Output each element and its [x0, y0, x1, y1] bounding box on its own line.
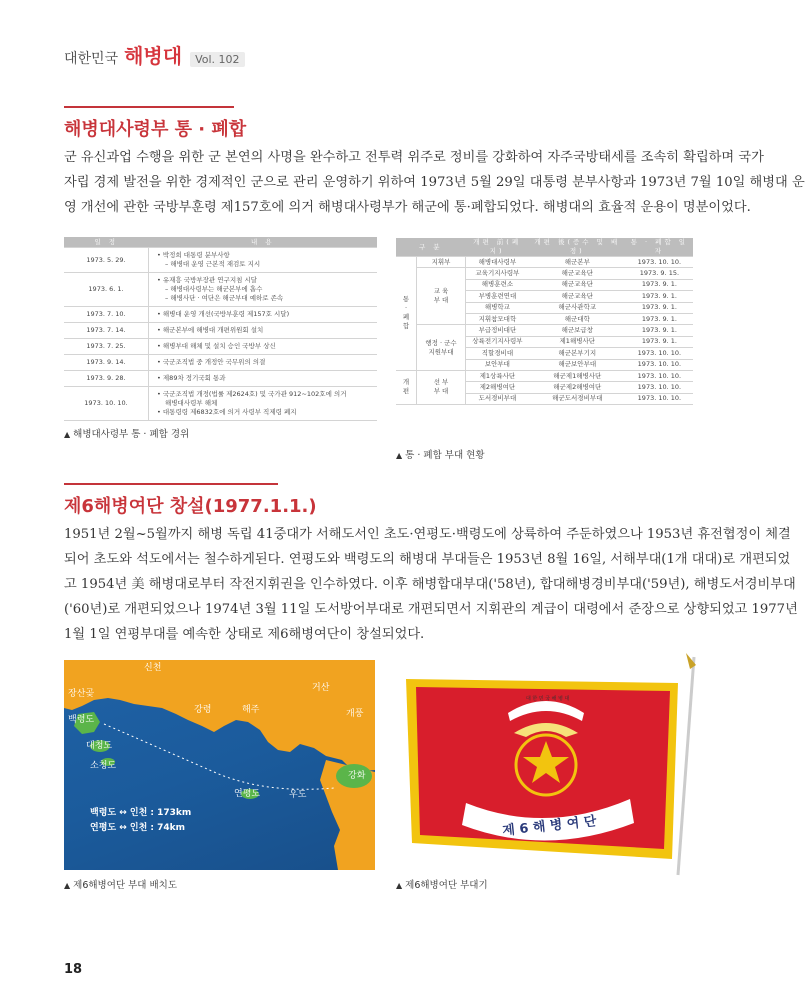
timeline-content-line: • 제89차 정기국회 통과 — [157, 374, 374, 383]
timeline-content — [149, 248, 378, 273]
unit-date: 1973. 9. 1. — [626, 336, 693, 347]
timeline-content-line: • 해병대 운영 개선(국방부훈령 제157호 시달) — [157, 310, 374, 319]
section2-line: 되어 초도와 석도에서는 철수하게된다. 연평도와 백령도의 해병대 부대들은 1953년 8월 16일, 서해부대(1개 대대)로 개편되었 — [64, 552, 791, 567]
map-label: 강화 — [348, 771, 366, 781]
merger-timeline-table — [64, 237, 377, 421]
col-header-after: 개편 後(증수 및 배정) — [529, 238, 626, 257]
section1-line: 군 유신과업 수행을 위한 군 본연의 사명을 완수하고 전투력 위주로 정비를 강화하여 자주국방태세를 조속히 확립하며 국가 — [64, 150, 764, 165]
unit-date: 1973. 10. 10. — [626, 382, 693, 393]
timeline-content — [149, 339, 378, 355]
section2-rule — [64, 483, 278, 485]
unit-row — [396, 257, 693, 268]
section2-body — [64, 522, 798, 647]
running-header — [64, 40, 245, 68]
unit-before: 상륙전기지사령부 — [466, 336, 529, 347]
page-number: 18 — [64, 962, 83, 977]
flag-caption: ▲ 제6해병여단 부대기 — [396, 880, 488, 891]
table2-caption-text: 통 · 폐합 부대 현황 — [405, 450, 485, 461]
timeline-date: 1973. 5. 29. — [64, 248, 149, 273]
unit-before: 해병대사령부 — [466, 257, 529, 268]
unit-date: 1973. 9. 15. — [626, 268, 693, 279]
unit-row — [396, 370, 693, 381]
section2-line: 1951년 2월~5월까지 해병 독립 41중대가 서해도서인 초도·연평도·백령도에 상륙하여 주둔하였으나 1953년 휴전협정이 체결 — [64, 527, 791, 542]
map-caption-text: 제6해병여단 부대 배치도 — [73, 880, 178, 891]
unit-after: 해군보안부대 — [529, 359, 626, 370]
timeline-row — [64, 355, 377, 371]
unit-row — [396, 325, 693, 336]
header-volume: Vol. 102 — [190, 52, 244, 67]
map-label: 우도 — [289, 790, 307, 800]
unit-before: 해병학교 — [466, 302, 529, 313]
flag-graphic — [396, 653, 710, 875]
table1-caption: ▲ 해병대사령부 통 · 폐합 경위 — [64, 429, 190, 440]
unit-after: 해군제2해병여단 — [529, 382, 626, 393]
timeline-content-line: 해병대사령부 해체 — [165, 399, 218, 407]
unit-before: 직할경비대 — [466, 348, 529, 359]
unit-date: 1973. 10. 10. — [626, 359, 693, 370]
timeline-content-line: – 해병대 운영 근본적 재검토 지시 — [165, 260, 261, 268]
section1-title: 해병대사령부 통 · 폐합 — [64, 119, 247, 140]
timeline-content-line: • 해군본부에 해병대 개편위원회 설치 — [157, 326, 374, 335]
map-label: 해주 — [242, 705, 260, 715]
timeline-date: 1973. 7. 14. — [64, 323, 149, 339]
unit-date: 1973. 10. 10. — [626, 393, 693, 404]
timeline-content-line: • 박정희 대통령 분부사항 — [157, 251, 374, 260]
map-caption: ▲ 제6해병여단 부대 배치도 — [64, 880, 178, 891]
timeline-date: 1973. 6. 1. — [64, 273, 149, 307]
unit-date: 1973. 10. 10. — [626, 348, 693, 359]
map-label: 신천 — [144, 663, 162, 673]
unit-group: 통 · 폐 합 — [396, 257, 417, 371]
timeline-row — [64, 248, 377, 273]
section2-line: 1월 1일 연평부대를 예속한 상태로 제6해병여단이 창설되었다. — [64, 627, 425, 642]
timeline-content-line: – 해병대사령부는 해군본부에 흡수 — [165, 285, 263, 293]
map-label: 개풍 — [346, 709, 364, 719]
unit-after: 해군대학 — [529, 313, 626, 324]
timeline-row — [64, 273, 377, 307]
table1-caption-text: 해병대사령부 통 · 폐합 경위 — [73, 429, 190, 440]
section2-title: 제6해병여단 창설(1977.1.1.) — [64, 496, 317, 517]
flag-bottom-text: 제 6 해 병 여 단 — [501, 814, 598, 839]
unit-after: 해군교육단 — [529, 279, 626, 290]
map-label: 백령도 — [68, 715, 95, 725]
map-label: 연평도 — [234, 789, 261, 799]
timeline-content — [149, 371, 378, 387]
header-title: 해병대 — [124, 44, 183, 68]
unit-after: 해군본부기지 — [529, 348, 626, 359]
timeline-content-line: • 유재흥 국방부장관 연구지침 시달 — [157, 276, 374, 285]
deployment-map — [64, 660, 375, 870]
unit-subgroup: 지휘부 — [417, 257, 466, 268]
unit-subgroup: 교 육 부 대 — [417, 268, 466, 325]
section1-line: 영 개선에 관한 국방부훈령 제157호에 의거 해병대사령부가 해군에 통·폐합되었다. 해병대의 효율적 운용이 명분이었다. — [64, 200, 751, 215]
unit-before: 제1상륙사단 — [466, 370, 529, 381]
unit-group: 개 편 — [396, 370, 417, 404]
section1-line: 자립 경제 발전을 위한 경제적인 군으로 관리 운영하기 위하여 1973년 5월 29일 대통령 분부사항과 1973년 7월 10일 해병대 운 — [64, 175, 805, 190]
unit-date: 1973. 9. 1. — [626, 291, 693, 302]
map-label: 소청도 — [90, 761, 117, 771]
timeline-row — [64, 339, 377, 355]
unit-after: 해군교육단 — [529, 268, 626, 279]
timeline-row — [64, 371, 377, 387]
unit-row — [396, 268, 693, 279]
unit-date: 1973. 10. 10. — [626, 370, 693, 381]
unit-before: 보안부대 — [466, 359, 529, 370]
timeline-content — [149, 387, 378, 421]
timeline-content — [149, 355, 378, 371]
timeline-date: 1973. 9. 14. — [64, 355, 149, 371]
flag-top-text: 대 한 민 국 해 병 대 — [526, 696, 570, 702]
unit-after: 제1해병사단 — [529, 336, 626, 347]
map-label: 거산 — [312, 683, 330, 693]
unit-subgroup: 선 부 부 대 — [417, 370, 466, 404]
unit-before: 해병훈련소 — [466, 279, 529, 290]
col-header-date: 통 · 폐합 일자 — [626, 238, 693, 257]
merged-units-table — [396, 238, 693, 405]
flag-caption-text: 제6해병여단 부대기 — [405, 880, 488, 891]
timeline-date: 1973. 9. 28. — [64, 371, 149, 387]
timeline-row — [64, 307, 377, 323]
unit-before: 부급정비대단 — [466, 325, 529, 336]
mainland-land — [64, 660, 375, 772]
timeline-content — [149, 307, 378, 323]
unit-date: 1973. 10. 10. — [626, 257, 693, 268]
map-distance-baengnyeong: 백령도 ↔ 인천 : 173km — [90, 808, 192, 818]
unit-before: 부병훈련연대 — [466, 291, 529, 302]
unit-before: 도서경비부대 — [466, 393, 529, 404]
timeline-row — [64, 387, 377, 421]
timeline-row — [64, 323, 377, 339]
unit-after: 해군보급창 — [529, 325, 626, 336]
section2-line: ('60년)로 개편되었으나 1974년 3월 11일 도서방어부대로 개편되면서 지휘관의 계급이 대령에서 준장으로 상향되었고 1977년 — [64, 602, 798, 617]
table2-caption: ▲ 통 · 폐합 부대 현황 — [396, 450, 485, 461]
timeline-content — [149, 323, 378, 339]
section2-line: 고 1954년 美 해병대로부터 작전지휘권을 인수하였다. 이후 해병합대부대('58년), 합대해병경비부대('59년), 해병도서경비부대 — [64, 577, 796, 592]
map-distance-yeonpyeong: 연평도 ↔ 인천 : 74km — [90, 823, 186, 833]
unit-after: 해군사관학교 — [529, 302, 626, 313]
header-prefix: 대한민국 — [64, 51, 119, 67]
timeline-content-line: • 대통령령 제6832호에 의거 사령부 직제령 폐지 — [157, 408, 374, 417]
timeline-content-line: – 해병사단 · 여단은 해군부대 예하로 존속 — [165, 294, 284, 302]
section1-body — [64, 145, 805, 220]
timeline-date: 1973. 7. 10. — [64, 307, 149, 323]
map-label: 장산곶 — [68, 689, 95, 699]
timeline-content-line: • 국군조직법 개정(법률 제2624호) 및 국가관 912~102호에 의거 — [157, 390, 374, 399]
unit-before: 교육기지사령부 — [466, 268, 529, 279]
map-label: 강령 — [194, 705, 212, 715]
unit-after: 해군본부 — [529, 257, 626, 268]
unit-date: 1973. 9. 1. — [626, 313, 693, 324]
unit-after: 해군제1해병사단 — [529, 370, 626, 381]
unit-date: 1973. 9. 1. — [626, 302, 693, 313]
timeline-content-line: • 해병부대 해체 및 설치 승인 국방부 상신 — [157, 342, 374, 351]
section1-rule — [64, 106, 234, 108]
col-header-date: 일 정 — [64, 237, 149, 248]
unit-subgroup: 행정 · 군수 지원부대 — [417, 325, 466, 371]
brigade-flag-photo — [396, 653, 710, 875]
col-header-content: 내 용 — [149, 237, 378, 248]
flag-pole — [678, 657, 694, 875]
unit-before: 제2해병여단 — [466, 382, 529, 393]
unit-date: 1973. 9. 1. — [626, 325, 693, 336]
timeline-date: 1973. 10. 10. — [64, 387, 149, 421]
unit-after: 해군도서경비부대 — [529, 393, 626, 404]
unit-before: 지휘참모대학 — [466, 313, 529, 324]
timeline-date: 1973. 7. 25. — [64, 339, 149, 355]
col-header-before: 개편 前(폐지) — [466, 238, 529, 257]
map-label: 대청도 — [86, 741, 113, 751]
col-header-category: 구 분 — [396, 238, 466, 257]
unit-after: 해군교육단 — [529, 291, 626, 302]
timeline-content — [149, 273, 378, 307]
unit-date: 1973. 9. 1. — [626, 279, 693, 290]
timeline-content-line: • 국군조직법 중 개정안 국무위의 의결 — [157, 358, 374, 367]
